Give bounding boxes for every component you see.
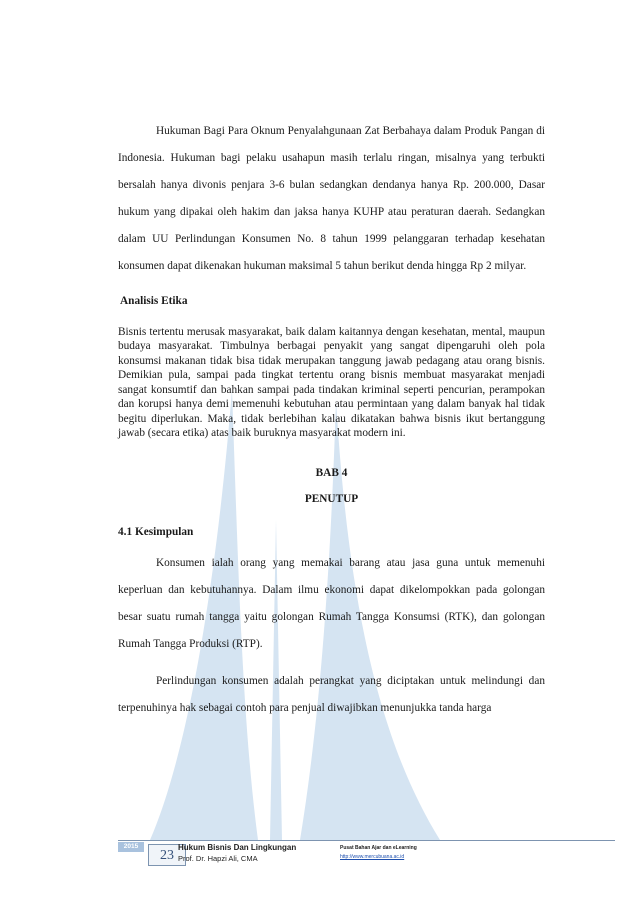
footer-year-badge: 2015	[118, 842, 144, 852]
page-footer	[118, 840, 615, 868]
section-heading-kesimpulan: 4.1 Kesimpulan	[118, 525, 194, 538]
paragraph-perlindungan: Perlindungan konsumen adalah perangkat yang diciptakan untuk melindungi dan terpenuhinya hak sebagai contoh para penjual diwajibkan menunjukka tanda harga	[118, 674, 545, 715]
footer-course-title: Hukum Bisnis Dan Lingkungan	[178, 843, 297, 852]
section-heading-analisis-etika: Analisis Etika	[120, 294, 188, 307]
footer-institution: Pusat Bahan Ajar dan eLearning	[340, 845, 417, 851]
footer-rule	[118, 840, 615, 841]
paragraph-analisis-etika: Bisnis tertentu merusak masyarakat, baik dalam kaitannya dengan kesehatan, mental, maupun budaya masyarakat. Timbulnya berbagai penyakit yang sangat dipengaruhi oleh pola konsumsi makanan tidak bisa tidak merupakan tanggung jawab pedagang atau orang bisnis. Demikian pula, sampai pada tingkat tertentu orang bisnis membuat masyarakat menjadi sangat konsumtif dan bahkan sampai pada tindakan kriminal seperti pencurian, perampokan dan korupsi hanya demi memenuhi kebutuhan atau permintaan yang dalam banyak hal tidak begitu diperlukan. Maka, tidak berlebihan kalau dikatakan bahwa bisnis ikut bertanggung jawab (secara etika) atas baik buruknya masyarakat modern ini.	[118, 325, 545, 440]
page-number: 23	[148, 844, 186, 866]
paragraph-konsumen: Konsumen ialah orang yang memakai barang atau jasa guna untuk memenuhi keperluan dan kebutuhannya. Dalam ilmu ekonomi dapat dikelompokkan pada golongan besar suatu rumah tangga yaitu golongan Rumah Tangga Konsumsi (RTK), dan golongan Rumah Tangga Produksi (RTP).	[118, 556, 545, 650]
footer-url-link[interactable]: http://www.mercubuana.ac.id	[340, 854, 405, 860]
paragraph-hukuman: Hukuman Bagi Para Oknum Penyalahgunaan Zat Berbahaya dalam Produk Pangan di Indonesia. Hukuman bagi pelaku usahapun masih terlalu ringan, misalnya yang terbukti bersalah hanya divonis penjara 3-6 bulan sedangkan dendanya hanya Rp. 200.000, Dasar hukum yang dipakai oleh hakim dan jaksa hanya KUHP atau peraturan daerah. Sedangkan dalam UU Perlindungan Konsumen No. 8 tahun 1999 pelanggaran terhadap kesehatan konsumen dapat dikenakan hukuman maksimal 5 tahun berikut denda hingga Rp 2 milyar.	[118, 125, 545, 273]
chapter-number: BAB 4	[315, 466, 348, 479]
chapter-title: PENUTUP	[304, 492, 359, 505]
page-content	[118, 118, 545, 722]
footer-author: Prof. Dr. Hapzi Ali, CMA	[178, 854, 258, 863]
